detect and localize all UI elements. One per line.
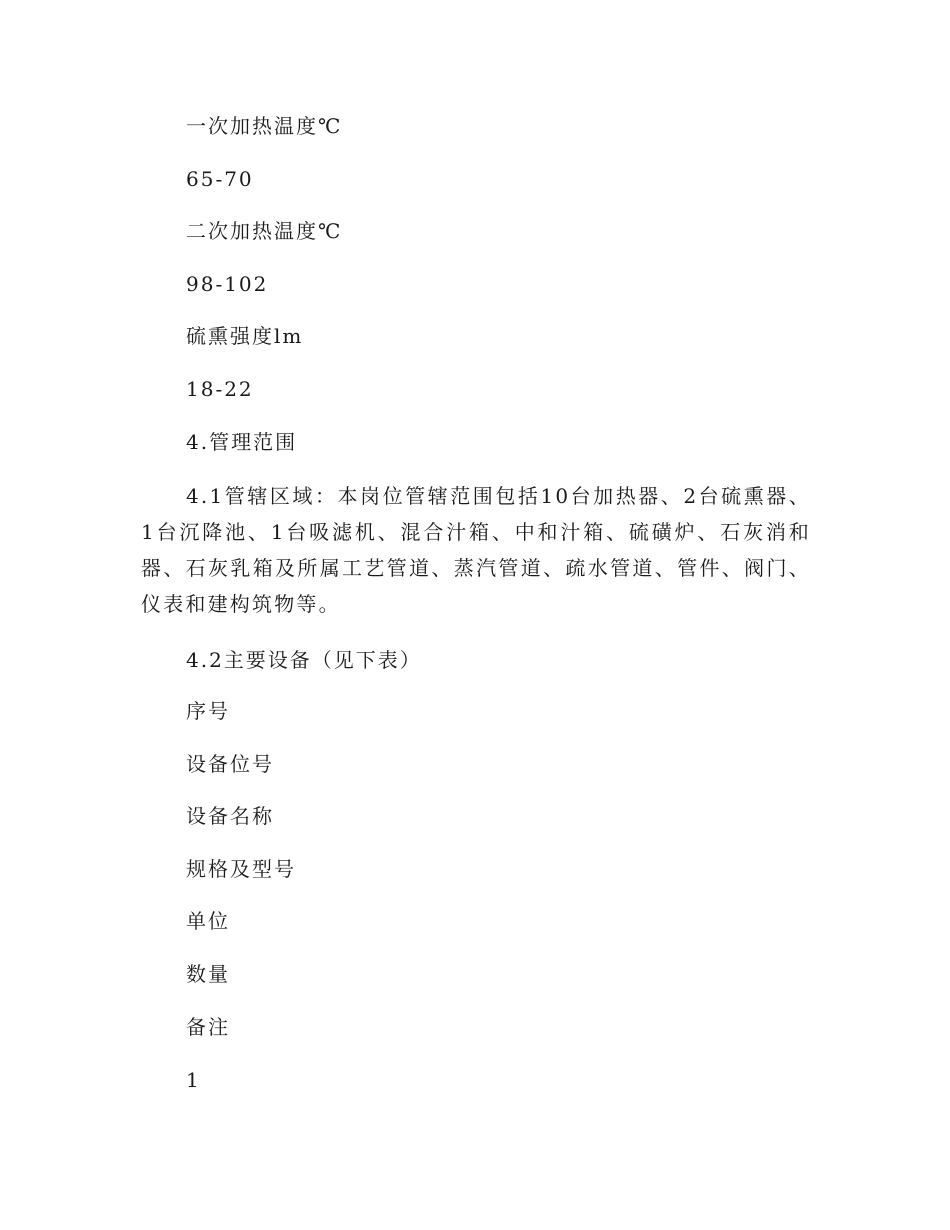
param-label-primary-heating: 一次加热温度℃ <box>186 114 343 138</box>
table-cell-specification: 规格及型号 <box>186 857 296 881</box>
table-cell-unit: 单位 <box>186 909 230 933</box>
table-cell-remarks: 备注 <box>186 1015 230 1039</box>
section-heading-4: 4.管理范围 <box>186 430 298 454</box>
param-value-sulfitation: 18-22 <box>186 377 254 401</box>
section-4-1-paragraph: 4.1管辖区域：本岗位管辖范围包括10台加热器、2台硫熏器、1台沉降池、1台吸滤机、混合汁箱、中和汁箱、硫磺炉、石灰消和器、石灰乳箱及所属工艺管道、蒸汽管道、疏水管道、管件、阀门、仪表和建构筑物等。 <box>141 484 811 616</box>
table-cell-serial-no: 序号 <box>186 699 230 723</box>
section-4-2-heading: 4.2主要设备（见下表） <box>186 648 422 672</box>
table-cell-equipment-tag: 设备位号 <box>186 752 274 776</box>
table-cell-equipment-name: 设备名称 <box>186 804 274 828</box>
table-cell-quantity: 数量 <box>186 962 230 986</box>
param-label-secondary-heating: 二次加热温度℃ <box>186 219 343 243</box>
param-label-sulfitation: 硫熏强度lm <box>186 324 304 348</box>
param-value-secondary-heating: 98-102 <box>186 272 269 296</box>
table-cell-row-1: 1 <box>186 1068 201 1092</box>
param-value-primary-heating: 65-70 <box>186 167 254 191</box>
